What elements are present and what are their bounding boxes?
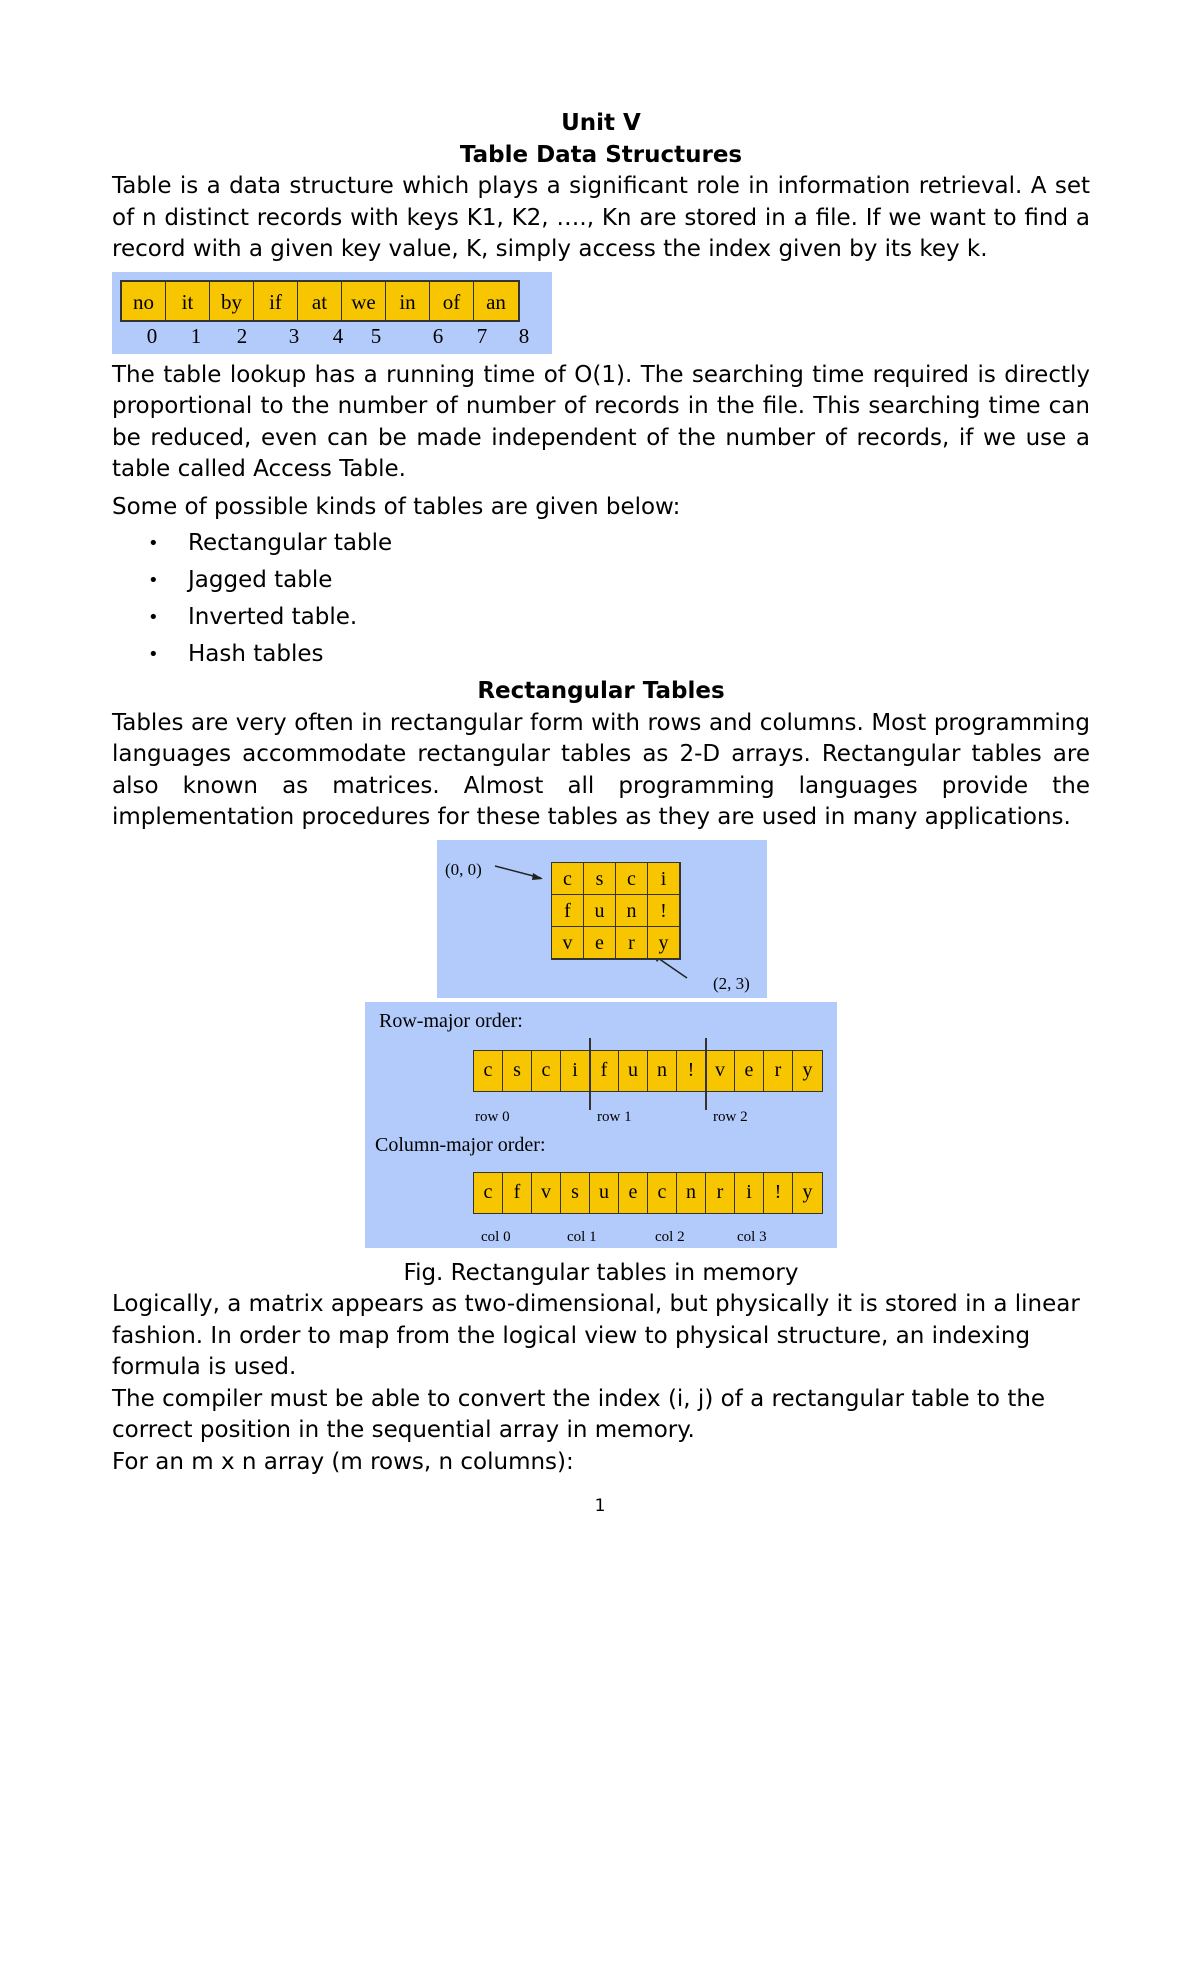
strip-cell: f [590, 1051, 619, 1091]
list-item: • Jagged table [112, 565, 1090, 602]
strip-cell: f [503, 1173, 532, 1213]
logical-paragraph: Logically, a matrix appears as two-dimensional, but physically it is stored in a linear fashion. In order to map from the logical view to physical structure, an indexing formula is used. [112, 1291, 1080, 1380]
col-major-title: Column-major order: [375, 1133, 546, 1156]
row-label: row 0 [475, 1108, 510, 1125]
row-label: row 1 [597, 1108, 632, 1125]
strip-cell: u [590, 1173, 619, 1213]
strip-cell: i [735, 1173, 764, 1213]
row-divider [705, 1038, 707, 1110]
matrix-cell: i [648, 863, 680, 895]
strip-cell: e [619, 1173, 648, 1213]
matrix-cell: e [584, 927, 616, 959]
access-index: 3 [288, 323, 300, 348]
matrix-cell: c [616, 863, 648, 895]
access-index: 5 [370, 323, 382, 348]
matrix-cell: n [616, 895, 648, 927]
matrix-grid [551, 862, 681, 960]
document-page [112, 108, 1090, 1478]
access-cell: it [166, 282, 210, 320]
strip-cell: r [706, 1173, 735, 1213]
figure-caption: Fig. Rectangular tables in memory [403, 1259, 799, 1286]
compiler-paragraph: The compiler must be able to convert the index (i, j) of a rectangular table to the correct position in the sequential array in memory. [112, 1385, 1046, 1443]
rectangular-figure [112, 840, 1090, 1258]
strip-cell: y [793, 1173, 822, 1213]
access-index: 4 [332, 323, 344, 348]
row-major-title: Row-major order: [379, 1009, 523, 1032]
origin-label: (0, 0) [445, 859, 482, 879]
strip-cell: ! [677, 1051, 706, 1091]
bullet-icon: • [148, 533, 159, 554]
access-cell: in [386, 282, 430, 320]
memory-order-panel [365, 1002, 837, 1248]
strip-cell: y [793, 1051, 822, 1091]
strip-cell: s [561, 1173, 590, 1213]
access-cell: of [430, 282, 474, 320]
bullet-icon: • [148, 644, 159, 665]
access-index: 7 [476, 323, 488, 348]
row-major-strip [473, 1050, 823, 1092]
col-label: col 2 [655, 1228, 685, 1245]
access-cell: by [210, 282, 254, 320]
kinds-paragraph: Some of possible kinds of tables are given below: [112, 493, 681, 520]
matrix-cell: u [584, 895, 616, 927]
access-cell: we [342, 282, 386, 320]
access-cell: at [298, 282, 342, 320]
page-number: 1 [594, 1496, 606, 1516]
matrix-cell: ! [648, 895, 680, 927]
access-index: 8 [518, 323, 530, 348]
strip-cell: n [648, 1051, 677, 1091]
bullet-icon: • [148, 607, 159, 628]
matrix-cell: s [584, 863, 616, 895]
kinds-list [112, 528, 1090, 676]
access-index: 1 [190, 323, 202, 348]
intro-paragraph: Table is a data structure which plays a significant role in information retrieval. A set of n distinct records with keys K1, K2, …., Kn are stored in a file. If we want to find a record with a given key value, K, simply access the index given by its key k. [112, 173, 1090, 262]
matrix-cell: r [616, 927, 648, 959]
matrix-cell: y [648, 927, 680, 959]
access-index: 0 [146, 323, 158, 348]
access-index: 6 [432, 323, 444, 348]
strip-cell: c [474, 1173, 503, 1213]
strip-cell: v [532, 1173, 561, 1213]
unit-heading: Unit V [561, 110, 641, 136]
strip-cell: c [648, 1173, 677, 1213]
strip-cell: s [503, 1051, 532, 1091]
mxn-paragraph: For an m x n array (m rows, n columns): [112, 1448, 574, 1475]
access-table-row [120, 280, 520, 322]
matrix-cell: v [552, 927, 584, 959]
page-title: Table Data Structures [459, 141, 743, 168]
list-item: • Rectangular table [112, 528, 1090, 565]
strip-cell: n [677, 1173, 706, 1213]
col-label: col 3 [737, 1228, 767, 1245]
strip-cell: c [532, 1051, 561, 1091]
access-cell: an [474, 282, 518, 320]
strip-cell: ! [764, 1173, 793, 1213]
strip-cell: c [474, 1051, 503, 1091]
rectangular-heading: Rectangular Tables [477, 678, 725, 704]
list-item: • Hash tables [112, 639, 1090, 676]
list-item: • Inverted table. [112, 602, 1090, 639]
strip-cell: v [706, 1051, 735, 1091]
strip-cell: u [619, 1051, 648, 1091]
col-major-strip [473, 1172, 823, 1214]
matrix-panel [437, 840, 767, 998]
strip-cell: i [561, 1051, 590, 1091]
access-cell: no [122, 282, 166, 320]
col-label: col 1 [567, 1228, 597, 1245]
matrix-cell: f [552, 895, 584, 927]
bullet-icon: • [148, 570, 159, 591]
row-divider [589, 1038, 591, 1110]
matrix-cell: c [552, 863, 584, 895]
lookup-paragraph: The table lookup has a running time of O(1). The searching time required is directly proportional to the number of number of records in the file. This searching time can be reduced, even can be made independent of the number of records, if we use a table called Access Table. [112, 361, 1090, 482]
rectangular-paragraph: Tables are very often in rectangular form with rows and columns. Most programming languages accommodate rectangular tables as 2-D arrays. Rectangular tables are also known as matrices. Almost all programming languages provide the implementation procedures for these tables as they are used in many applications. [112, 709, 1090, 830]
access-table-figure [112, 272, 552, 354]
access-index: 2 [236, 323, 248, 348]
strip-cell: e [735, 1051, 764, 1091]
col-label: col 0 [481, 1228, 511, 1245]
strip-cell: r [764, 1051, 793, 1091]
access-cell: if [254, 282, 298, 320]
row-label: row 2 [713, 1108, 748, 1125]
end-label: (2, 3) [713, 973, 750, 993]
